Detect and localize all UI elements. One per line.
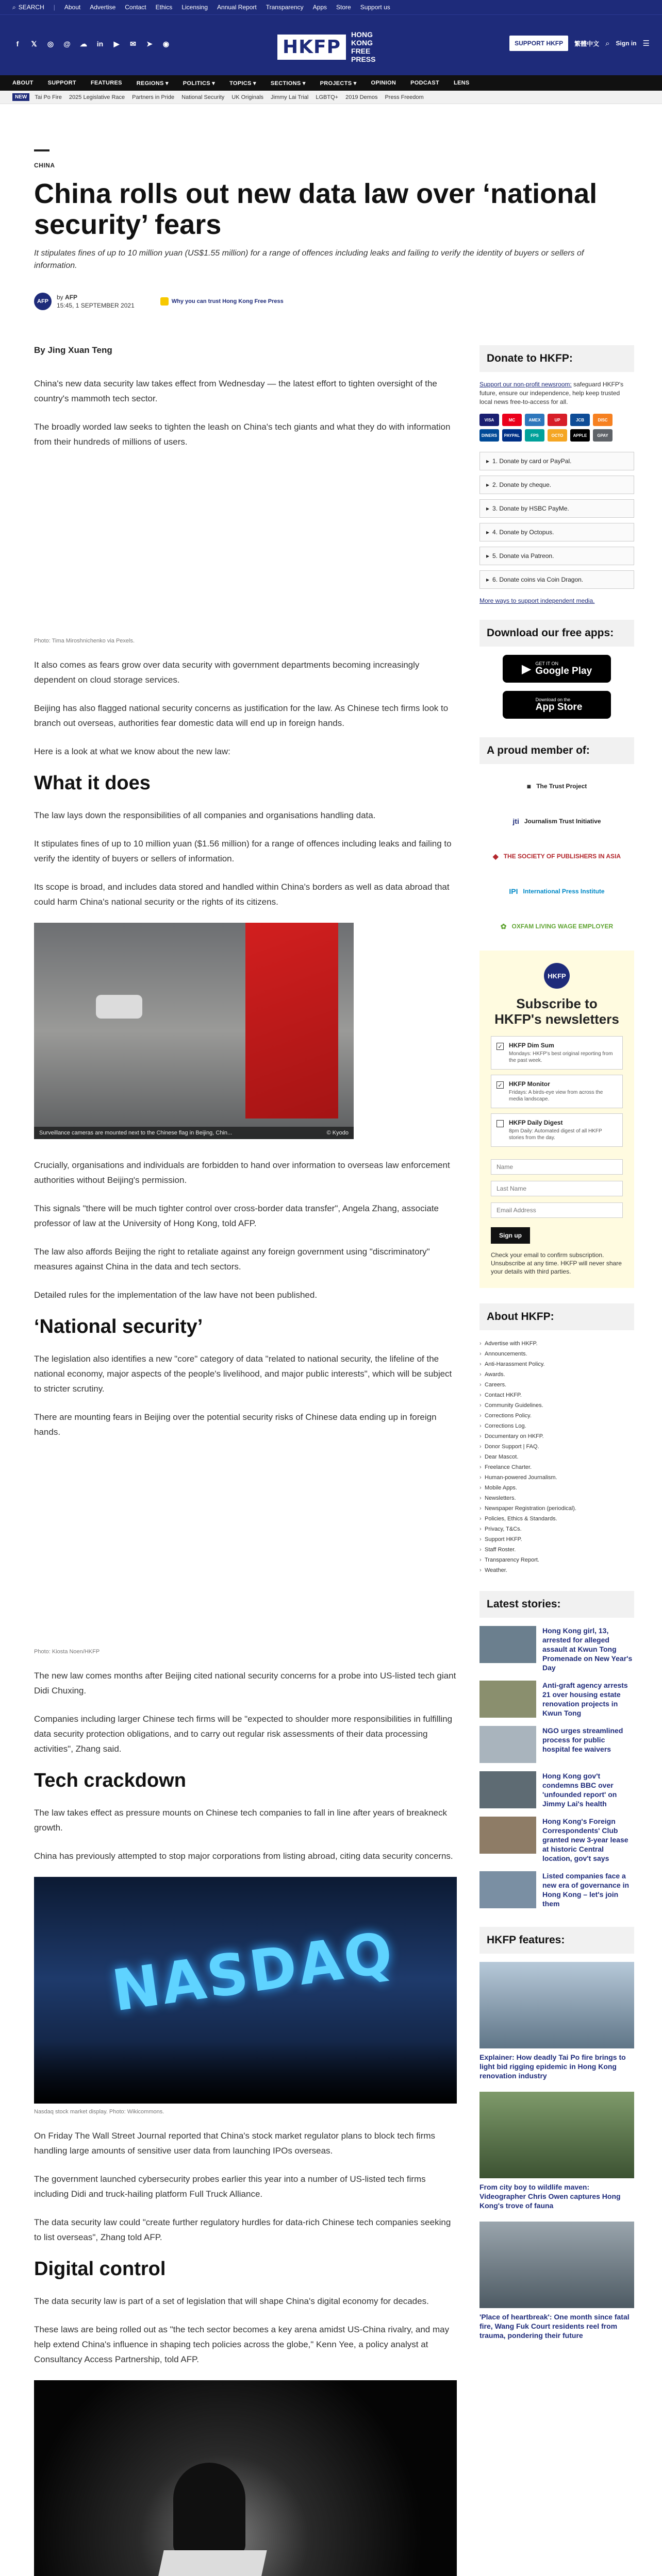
paragraph: The legislation also identifies a new "core" category of data "related to national security, the lifeline of the national economy, major aspects of the people's livelihood, and major public interests", which will be subject to stricter scrutiny. <box>34 1354 452 1394</box>
new-badge: NEW <box>12 93 29 101</box>
threads-icon[interactable]: @ <box>63 40 71 48</box>
member-oxfam[interactable]: ✿ OXFAM LIVING WAGE EMPLOYER <box>500 922 614 930</box>
about-link[interactable]: › Corrections Policy. <box>479 1411 634 1421</box>
paragraph: Companies including larger Chinese tech firms will be "expected to shoulder more responsibilities in fulfilling data security protection obligations, and to carry out regular risk assessments of their data processing activities", Zhang said. <box>34 1714 453 1754</box>
by-prefix: by <box>57 294 63 301</box>
support-hkfp-button[interactable]: SUPPORT HKFP <box>509 36 568 51</box>
donate-link[interactable]: Support our non-profit newsroom: <box>479 381 572 388</box>
surveillance-camera-photo <box>34 923 354 1139</box>
about-list <box>479 1338 634 1575</box>
feature-story[interactable]: 'Place of heartbreak': One month since fatal fire, Wang Fuk Court residents reel from trauma, pondering their future <box>479 2222 634 2340</box>
laptop-hacker-photo <box>34 2380 457 2576</box>
nav-projects[interactable]: PROJECTS ▾ <box>320 80 357 87</box>
about-link[interactable]: › Support HKFP. <box>479 1534 634 1545</box>
paragraph: Its scope is broad, and includes data stored and handled within China's borders as well as data abroad that could harm China's national security or the rights of its citizens. <box>34 882 450 907</box>
paragraph: The new law comes months after Beijing cited national security concerns for a probe into US-listed tech giant Didi Chuxing. <box>34 1671 456 1696</box>
nav-lens[interactable]: LENS <box>453 80 470 86</box>
article-image-placeholder <box>34 1453 457 1643</box>
rss-icon[interactable]: ◉ <box>162 39 170 48</box>
language-switch[interactable]: 繁體中文 <box>574 40 600 47</box>
image-caption: Nasdaq stock market display. Photo: Wikicommons. <box>34 2109 164 2115</box>
about-link[interactable]: › Staff Roster. <box>479 1545 634 1555</box>
site-logo[interactable] <box>277 30 387 63</box>
nav-podcast[interactable]: PODCAST <box>410 80 439 86</box>
social-links <box>12 39 171 49</box>
donate-option[interactable]: ▸ 3. Donate by HSBC PayMe. <box>479 499 634 518</box>
sopa-icon: ◆ <box>492 852 499 860</box>
paragraph: Detailed rules for the implementation of the law have not been published. <box>34 1290 318 1300</box>
article-author: By Jing Xuan Teng <box>34 345 112 355</box>
caret-right-icon: ▸ <box>486 505 490 512</box>
about-link[interactable]: › Announcements. <box>479 1349 634 1359</box>
byline <box>34 293 627 310</box>
paragraph: There are mounting fears in Beijing over the potential security risks of Chinese data ending up in foreign hands. <box>34 1412 437 1437</box>
member-sopa[interactable]: ◆ THE SOCIETY OF PUBLISHERS IN ASIA <box>492 852 621 860</box>
member-trust-project[interactable]: ■ The Trust Project <box>526 782 587 790</box>
donate-option[interactable]: ▸ 5. Donate via Patreon. <box>479 547 634 565</box>
author-avatar[interactable]: AFP <box>34 293 52 310</box>
camera-shape <box>96 995 142 1019</box>
about-link[interactable]: › Documentary on HKFP. <box>479 1431 634 1442</box>
util-link-annual-report[interactable]: Annual Report <box>217 4 257 11</box>
paypal-icon: PAYPAL <box>502 429 522 442</box>
util-link-apps[interactable]: Apps <box>312 4 327 11</box>
caret-right-icon: ▸ <box>486 552 490 560</box>
site-header <box>0 14 662 75</box>
visa-icon: VISA <box>479 414 499 426</box>
paragraph: These laws are being rolled out as "the tech sector becomes a key arena amidst US-China rivalry, and may help extend China's influence in shaping tech policies across the globe," Kenn Yee, a policy analyst at Consultancy Access Partnership, told AFP. <box>34 2325 450 2364</box>
paragraph: The broadly worded law seeks to tighten the leash on China's tech giants and what they do with information from their hundreds of millions of users. <box>34 422 451 447</box>
nav-support[interactable]: SUPPORT <box>47 80 76 86</box>
mastercard-icon: MC <box>502 414 522 426</box>
feature-image <box>479 2222 634 2308</box>
about-link[interactable]: › Donor Support | FAQ. <box>479 1442 634 1452</box>
bluesky-icon[interactable]: ☁ <box>80 39 87 48</box>
more-ways-link[interactable]: More ways to support independent media. <box>479 597 595 604</box>
newsletter-option[interactable]: HKFP Daily Digest 8pm Daily: Automated digest of all HKFP stories from the day. <box>491 1113 623 1147</box>
trending-link[interactable]: 2025 Legislative Race <box>69 94 125 100</box>
nav-features[interactable]: FEATURES <box>90 80 122 86</box>
latest-story[interactable]: Hong Kong gov't condemns BBC over 'unfounded report' on Jimmy Lai's health <box>479 1771 634 1808</box>
article-image-placeholder <box>34 463 457 633</box>
fps-icon: FPS <box>525 429 544 442</box>
photo-shade <box>34 2042 457 2104</box>
apps-heading: Download our free apps: <box>479 620 634 647</box>
youtube-icon[interactable]: ▶ <box>113 39 120 48</box>
section-heading: Tech crackdown <box>34 1770 186 1791</box>
article-subtitle: It stipulates fines of up to 10 million yuan (US$1.55 million) for a range of offences including leaks and failing to verify the identity of buyers or sellers of information. <box>34 249 584 270</box>
latest-story[interactable]: Hong Kong's Foreign Correspondents' Club granted new 3-year lease at historic Central location, gov't says <box>479 1817 634 1863</box>
about-link[interactable]: › Newspaper Registration (periodical). <box>479 1503 634 1514</box>
story-thumbnail <box>479 1871 536 1908</box>
paragraph: Here is a look at what we know about the new law: <box>34 747 230 756</box>
latest-heading: Latest stories: <box>479 1591 634 1618</box>
paragraph: The data security law could "create further regulatory hurdles for data-rich Chinese tech companies seeking to list overseas", Zhang told AFP. <box>34 2217 451 2242</box>
about-link[interactable]: › Weather. <box>479 1565 634 1575</box>
image-caption: Photo: Tima Miroshnichenko via Pexels. <box>34 638 135 644</box>
image-caption: Photo: Kiosta Noen/HKFP <box>34 1649 100 1655</box>
trending-link[interactable]: Partners in Pride <box>132 94 175 100</box>
photo-overlay-caption: Surveillance cameras are mounted next to the Chinese flag in Beijing, Chin... © Kyodo <box>34 1127 354 1139</box>
trending-link[interactable]: Tai Po Fire <box>35 94 62 100</box>
newsletter-box <box>479 951 634 1288</box>
article-body <box>34 345 457 2576</box>
caret-right-icon: ▸ <box>486 457 490 465</box>
paragraph: This signals "there will be much tighter control over cross-border data transfer", Angela Zhang, associate professor of law at the University of Hong Kong, told AFP. <box>34 1204 439 1228</box>
sign-up-button[interactable]: Sign up <box>491 1227 530 1244</box>
google-play-button[interactable]: ▶ GET IT ON Google Play <box>503 655 611 683</box>
trust-link-label: Why you can trust Hong Kong Free Press <box>171 298 284 304</box>
paragraph: It stipulates fines of up to 10 million yuan ($1.56 million) for a range of offences including leaks and failing to verify the identity of buyers or sellers of information. <box>34 839 452 863</box>
feature-image <box>479 1962 634 2048</box>
header-actions <box>509 36 650 51</box>
logo-text: HONG KONG FREE PRESS <box>351 30 376 63</box>
feature-story[interactable]: From city boy to wildlife maven: Videographer Chris Owen captures Hong Kong's trove of fauna <box>479 2092 634 2210</box>
google-pay-icon: GPAY <box>593 429 613 442</box>
divider: | <box>53 4 55 11</box>
oxfam-icon: ✿ <box>500 922 507 930</box>
paragraph: Beijing has also flagged national security concerns as justification for the law. As Chinese tech firms look to branch out overseas, authorities fear domestic data will end up in foreign hands. <box>34 703 449 728</box>
donate-option[interactable]: ▸ 2. Donate by cheque. <box>479 476 634 494</box>
util-link-transparency[interactable]: Transparency <box>266 4 304 11</box>
payment-methods <box>479 414 634 442</box>
trending-link[interactable]: LGBTQ+ <box>316 94 339 100</box>
paragraph: China has previously attempted to stop major corporations from listing abroad, citing data security concerns. <box>34 1851 453 1861</box>
email-field[interactable] <box>491 1202 623 1218</box>
x-twitter-icon[interactable]: 𝕏 <box>31 39 37 48</box>
about-link[interactable]: › Policies, Ethics & Standards. <box>479 1514 634 1524</box>
caret-right-icon: ▸ <box>486 529 490 536</box>
nav-about[interactable]: ABOUT <box>12 80 34 86</box>
sidebar <box>479 345 634 2351</box>
trending-link[interactable]: Press Freedom <box>385 94 424 100</box>
about-link[interactable]: › Privacy, T&Cs. <box>479 1524 634 1534</box>
byline-text <box>57 293 135 310</box>
donate-option[interactable]: ▸ 1. Donate by card or PayPal. <box>479 452 634 470</box>
search-icon[interactable]: ⌕ <box>605 39 610 48</box>
jti-icon: jti <box>512 817 519 825</box>
facebook-icon[interactable]: f <box>16 40 19 48</box>
nasdaq-photo <box>34 1877 457 2104</box>
paragraph: The law takes effect as pressure mounts on Chinese tech companies to fall in line after years of breakneck growth. <box>34 1808 447 1833</box>
newsletter-option[interactable]: ✓ HKFP Dim Sum Mondays: HKFP's best original reporting from the past week. <box>491 1036 623 1070</box>
last-name-field[interactable] <box>491 1181 623 1196</box>
newsletter-title: Subscribe to HKFP's newsletters <box>494 996 619 1027</box>
telegram-icon[interactable]: ➤ <box>146 39 153 48</box>
donate-text: Support our non-profit newsroom: safeguard HKFP's future, ensure our independence, help keep trusted local news free-to-access for all. <box>479 381 624 405</box>
about-link[interactable]: › Corrections Log. <box>479 1421 634 1431</box>
trending-link[interactable]: 2019 Demos <box>345 94 378 100</box>
laptop-shape <box>152 2550 267 2576</box>
jcb-icon: JCB <box>570 414 590 426</box>
about-link[interactable]: › Freelance Charter. <box>479 1462 634 1472</box>
section-heading: What it does <box>34 772 151 794</box>
about-link[interactable]: › Transparency Report. <box>479 1555 634 1565</box>
trust-badge-icon <box>160 297 169 306</box>
email-icon[interactable]: ✉ <box>130 39 136 48</box>
nav-topics[interactable]: TOPICS ▾ <box>229 80 256 87</box>
paragraph: The law also affords Beijing the right to retaliate against any foreign government using "discriminatory" measures against China in the data and tech sectors. <box>34 1247 430 1272</box>
about-link[interactable]: › Advertise with HKFP. <box>479 1338 634 1349</box>
name-field[interactable] <box>491 1159 623 1175</box>
google-play-icon: ▶ <box>521 662 532 676</box>
util-link-store[interactable]: Store <box>336 4 351 11</box>
trust-link[interactable] <box>160 297 284 306</box>
donate-option[interactable]: ▸ 4. Donate by Octopus. <box>479 523 634 541</box>
title-rule <box>34 149 49 151</box>
about-link[interactable]: › Anti-Harassment Policy. <box>479 1359 634 1369</box>
latest-story[interactable]: Anti-graft agency arrests 21 over housing estate renovation projects in Kwun Tong <box>479 1681 634 1718</box>
person-silhouette <box>173 2463 245 2555</box>
caret-right-icon: ▸ <box>486 576 490 583</box>
about-link[interactable]: › Awards. <box>479 1369 634 1380</box>
feature-image <box>479 2092 634 2178</box>
discover-icon: DISC <box>593 414 613 426</box>
utility-bar <box>0 0 662 14</box>
search-icon: ⌕ <box>12 3 16 11</box>
util-link-ethics[interactable]: Ethics <box>155 4 173 11</box>
main-nav <box>0 75 662 91</box>
about-link[interactable]: › Contact HKFP. <box>479 1390 634 1400</box>
about-link[interactable]: › Dear Mascot. <box>479 1452 634 1462</box>
author-org[interactable]: AFP <box>65 294 78 301</box>
feature-story[interactable]: Explainer: How deadly Tai Po fire brings to light bid rigging epidemic in Hong Kong renovation industry <box>479 1962 634 2080</box>
article-title: China rolls out new data law over ‘national security’ fears <box>34 178 598 240</box>
trending-bar <box>0 91 662 104</box>
instagram-icon[interactable]: ◎ <box>47 39 54 48</box>
logo-mark: HKFP <box>277 35 346 60</box>
story-thumbnail <box>479 1681 536 1718</box>
latest-story[interactable]: Hong Kong girl, 13, arrested for alleged assault at Kwun Tong Promenade on New Year's Day <box>479 1626 634 1672</box>
nav-politics[interactable]: POLITICS ▾ <box>183 80 216 87</box>
paragraph: The data security law is part of a set of legislation that will shape China's digital economy for decades. <box>34 2296 429 2306</box>
about-link[interactable]: › Human-powered Journalism. <box>479 1472 634 1483</box>
octopus-icon: OCTO <box>548 429 567 442</box>
util-link-support[interactable]: Support us <box>360 4 390 11</box>
diners-icon: DINERS <box>479 429 499 442</box>
newsletter-option[interactable]: ✓ HKFP Monitor Fridays: A birds-eye view from across the media landscape. <box>491 1075 623 1108</box>
paragraph: China's new data security law takes effect from Wednesday — the latest effort to tighten oversight of the country's mammoth tech sector. <box>34 379 437 403</box>
story-thumbnail <box>479 1626 536 1663</box>
sign-in-link[interactable]: Sign in <box>616 40 637 47</box>
section-heading: Digital control <box>34 2258 166 2280</box>
section-heading: ‘National security’ <box>34 1316 203 1337</box>
about-heading: About HKFP: <box>479 1303 634 1330</box>
publish-date: 15:45, 1 SEPTEMBER 2021 <box>57 302 135 309</box>
util-link-advertise[interactable]: Advertise <box>90 4 116 11</box>
trending-link[interactable]: Jimmy Lai Trial <box>271 94 309 100</box>
paragraph: Crucially, organisations and individuals are forbidden to hand over information to overseas law enforcement authorities without Beijing's permission. <box>34 1160 450 1185</box>
about-link[interactable]: › Careers. <box>479 1380 634 1390</box>
nasdaq-sign: NASDAQ <box>108 1919 399 2024</box>
member-ipi[interactable]: IPI International Press Institute <box>509 887 605 895</box>
story-thumbnail <box>479 1817 536 1854</box>
paragraph: The government launched cybersecurity probes earlier this year into a number of US-listed tech firms including Didi and truck-hailing platform Full Truck Alliance. <box>34 2174 426 2199</box>
chinese-flag-shape <box>245 923 338 1118</box>
amex-icon: AMEX <box>525 414 544 426</box>
donate-option[interactable]: ▸ 6. Donate coins via Coin Dragon. <box>479 570 634 589</box>
article-header <box>34 149 627 310</box>
hkfp-logo: HKFP <box>544 963 570 989</box>
nav-opinion[interactable]: OPINION <box>371 80 396 86</box>
newsletter-note: Check your email to confirm subscription. Unsubscribe at any time. HKFP will never share your details with third parties. <box>491 1251 622 1275</box>
caret-right-icon: ▸ <box>486 481 490 488</box>
search-link[interactable]: ⌕ SEARCH <box>12 3 44 11</box>
checkbox-unchecked[interactable] <box>496 1120 504 1127</box>
story-thumbnail <box>479 1771 536 1808</box>
paragraph: On Friday The Wall Street Journal reported that China's stock market regulator plans to block tech firms handling large amounts of sensitive user data from launching IPOs overseas. <box>34 2131 436 2156</box>
ipi-icon: IPI <box>509 887 518 895</box>
util-link-contact[interactable]: Contact <box>125 4 146 11</box>
features-heading: HKFP features: <box>479 1927 634 1954</box>
util-link-about[interactable]: About <box>64 4 81 11</box>
apple-pay-icon: APPLE <box>570 429 590 442</box>
member-heading: A proud member of: <box>479 737 634 764</box>
checkbox-checked[interactable]: ✓ <box>496 1043 504 1050</box>
story-thumbnail <box>479 1726 536 1763</box>
about-link[interactable]: › Community Guidelines. <box>479 1400 634 1411</box>
util-link-licensing[interactable]: Licensing <box>181 4 208 11</box>
menu-icon[interactable]: ☰ <box>642 39 650 48</box>
latest-story[interactable]: NGO urges streamlined process for public hospital fee waivers <box>479 1726 634 1763</box>
paragraph: It also comes as fears grow over data security with government departments becoming increasingly dependent on cloud storage services. <box>34 660 420 685</box>
trust-project-icon: ■ <box>526 782 532 790</box>
member-jti[interactable]: jti Journalism Trust Initiative <box>512 817 601 825</box>
trending-link[interactable]: National Security <box>181 94 225 100</box>
nav-sections[interactable]: SECTIONS ▾ <box>270 80 306 87</box>
donate-heading: Donate to HKFP: <box>479 345 634 372</box>
paragraph: The law lays down the responsibilities of all companies and organisations handling data. <box>34 810 376 820</box>
about-link[interactable]: › Newsletters. <box>479 1493 634 1503</box>
trending-link[interactable]: UK Originals <box>231 94 264 100</box>
nav-regions[interactable]: REGIONS ▾ <box>136 80 169 87</box>
app-store-button[interactable]: Download on the App Store <box>503 691 611 719</box>
checkbox-checked[interactable]: ✓ <box>496 1081 504 1089</box>
about-link[interactable]: › Mobile Apps. <box>479 1483 634 1493</box>
unionpay-icon: UP <box>548 414 567 426</box>
linkedin-icon[interactable]: in <box>96 40 104 48</box>
category-kicker[interactable]: CHINA <box>34 162 55 169</box>
latest-story[interactable]: Listed companies face a new era of governance in Hong Kong – let's join them <box>479 1871 634 1908</box>
